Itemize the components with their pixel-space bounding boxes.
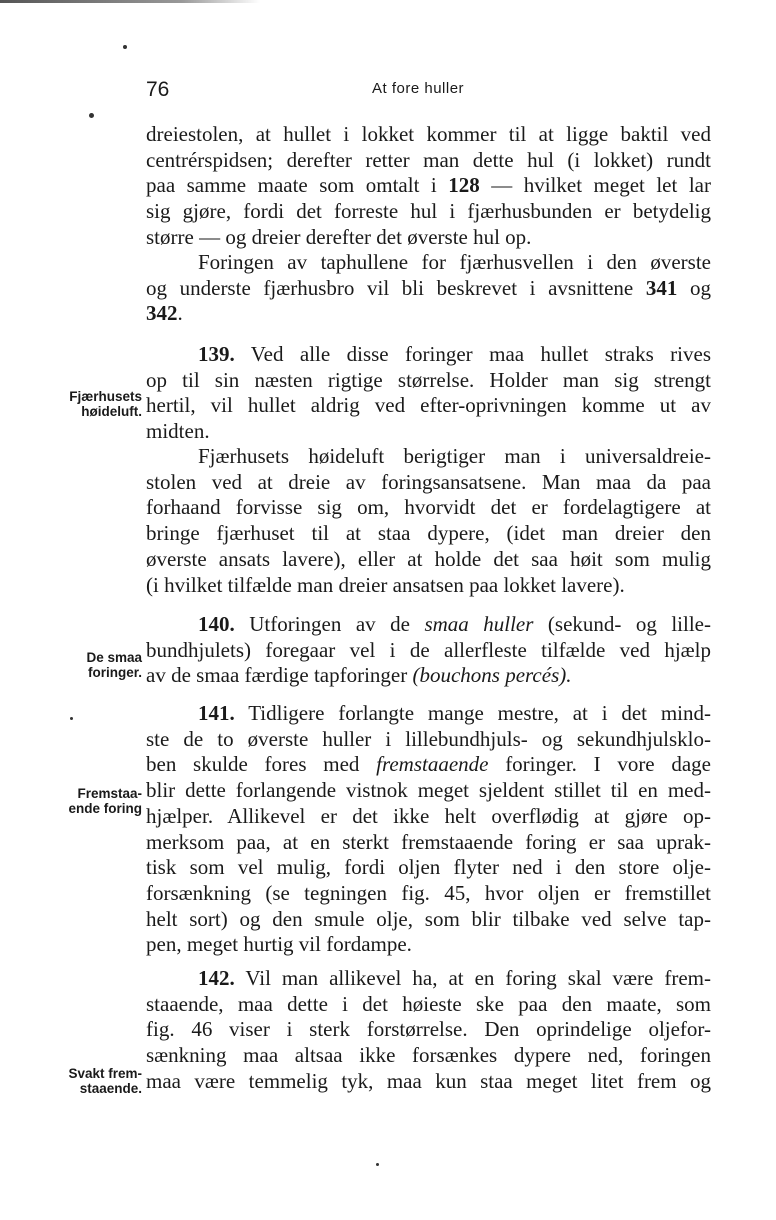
margin-note-line: staaende.: [79, 1081, 142, 1096]
text-run: ste de to øverste huller i lillebundhjuls- og sekundhjulsklo-: [146, 726, 711, 751]
text-run: bundhjulets) foregaar vel i de allerfleste tilfælde ved hjælp: [146, 637, 711, 662]
paragraph-p142: [146, 966, 711, 1095]
text-run: bringe fjærhuset til at staa dypere, (idet man dreier den: [146, 521, 711, 546]
text-line: [146, 932, 711, 958]
text-line: [146, 663, 711, 689]
text-run: større — og dreier derefter det øverste hul op.: [146, 224, 532, 249]
stray-mark: [70, 717, 73, 720]
text-run: øverste ansats lavere), eller at holde det saa høit som mulig: [146, 546, 711, 571]
paragraph-p139: [146, 342, 711, 445]
text-run: hjælper. Allikevel er det ikke helt overflødig at gjøre op-: [146, 803, 711, 828]
text-line: [146, 444, 711, 470]
text-run: — hvilket meget let lar: [479, 173, 711, 198]
text-line: [146, 573, 711, 599]
section-number: 142.: [198, 966, 235, 990]
section-number: 139.: [198, 342, 235, 366]
italic-term: smaa huller: [424, 612, 534, 636]
text-line: [146, 881, 711, 907]
stray-mark: [376, 1163, 379, 1166]
margin-note-svakt: [68, 1066, 142, 1096]
text-line: [146, 547, 711, 573]
running-title: At fore huller: [372, 80, 465, 97]
text-line: [146, 173, 711, 199]
text-run: forsænkning (se tegningen fig. 45, hvor oljen er fremstillet: [146, 880, 711, 905]
margin-note-fremstaa: [69, 786, 143, 816]
margin-note-line: Fremstaa-: [77, 786, 142, 801]
italic-term: (bouchons percés).: [412, 663, 572, 688]
text-run: og: [677, 275, 711, 300]
text-line: [146, 1017, 711, 1043]
text-line: [146, 638, 711, 664]
text-line: [146, 907, 711, 933]
margin-note-de-smaa: [86, 650, 142, 680]
text-run: sænkning maa altsaa ikke forsænkes dypere ned, foringen: [146, 1043, 711, 1068]
text-run: maa være temmelig tyk, maa kun staa meget litet frem og: [146, 1068, 711, 1093]
text-run: stolen ved at dreie av foringsansatsene. Man maa da paa: [146, 469, 711, 494]
paragraph-p141: [146, 701, 711, 958]
section-number: 141.: [198, 701, 235, 725]
text-line: [146, 855, 711, 881]
margin-note-line: foringer.: [87, 665, 142, 680]
text-run: og underste fjærhusbro vil bli beskrevet i avsnittene: [146, 275, 646, 300]
text-run: (sekund- og lille-: [533, 612, 711, 636]
text-line: [146, 804, 711, 830]
text-line: [146, 701, 711, 727]
text-line: [146, 148, 711, 174]
italic-term: fremstaaende: [376, 752, 489, 777]
margin-note-fjaerhusets: [69, 389, 142, 419]
text-line: [146, 992, 711, 1018]
text-run: helt sort) og den smule olje, som blir tilbake ved selve tap-: [146, 906, 711, 931]
text-line: [146, 966, 711, 992]
text-line: [146, 419, 711, 445]
text-run: pen, meget hurtig vil fordampe.: [146, 932, 412, 957]
paragraph-cont: [146, 122, 711, 251]
text-line: [146, 830, 711, 856]
text-run: Ved alle disse foringer maa hullet straks rives: [234, 342, 711, 366]
text-run: Tidligere forlangte mange mestre, at i det mind-: [234, 701, 711, 725]
text-run: merksom paa, at en sterkt fremstaaende foring er saa uprak-: [146, 829, 711, 854]
text-run: op til sin næsten rigtige størrelse. Holder man sig strengt: [146, 367, 711, 392]
text-line: [146, 752, 711, 778]
text-line: [146, 727, 711, 753]
text-run: staaende, maa dette i det høieste ske paa den maate, som: [146, 991, 711, 1016]
text-line: [146, 470, 711, 496]
text-run: fig. 46 viser i sterk forstørrelse. Den oprindelige oljefor-: [146, 1017, 711, 1042]
text-line: [146, 342, 711, 368]
text-run: blir dette forlangende vistnok meget sjeldent stillet til en med-: [146, 778, 711, 803]
text-run: av de smaa færdige tapforinger: [146, 663, 413, 688]
margin-note-line: ende foring: [68, 801, 142, 816]
section-reference: 128: [448, 173, 480, 198]
text-line: [146, 1069, 711, 1095]
text-line: [146, 393, 711, 419]
text-run: tisk som vel mulig, fordi oljen flyter ned i den store olje-: [146, 855, 711, 880]
margin-note-line: Svakt frem-: [68, 1066, 142, 1081]
text-run: centrérspidsen; derefter retter man dette hul (i lokket) rundt: [146, 147, 711, 172]
text-run: Fjærhusets høideluft berigtiger man i universaldreie-: [198, 444, 711, 468]
section-reference: 341: [645, 275, 678, 300]
section-number: 140.: [198, 612, 235, 636]
stray-mark: [123, 45, 127, 49]
margin-note-line: høideluft.: [81, 404, 142, 419]
text-line: [146, 276, 711, 302]
paragraph-p140: [146, 612, 711, 689]
text-line: [146, 495, 711, 521]
text-line: [146, 199, 711, 225]
text-line: [146, 778, 711, 804]
margin-note-line: Fjærhusets: [69, 389, 142, 404]
scan-edge-line: [0, 0, 260, 3]
text-run: dreiestolen, at hullet i lokket kommer til at ligge baktil ved: [146, 122, 711, 146]
text-line: [146, 301, 711, 327]
text-run: (i hvilket tilfælde man dreier ansatsen paa lokket lavere).: [146, 572, 625, 597]
paragraph-p139b: [146, 444, 711, 598]
text-run: ben skulde fores med: [146, 752, 377, 777]
text-run: foringer. I vore dage: [488, 752, 711, 777]
text-line: [146, 225, 711, 251]
margin-note-line: De smaa: [86, 650, 142, 665]
text-run: Utforingen av de: [234, 612, 425, 636]
section-reference: 342: [146, 301, 178, 326]
text-line: [146, 1043, 711, 1069]
text-run: sig gjøre, fordi det forreste hul i fjærhusbunden er betydelig: [146, 199, 711, 224]
text-line: [146, 521, 711, 547]
text-line: [146, 250, 711, 276]
text-run: paa samme maate som omtalt i: [146, 173, 449, 198]
paragraph-foringen: [146, 250, 711, 327]
text-run: Vil man allikevel ha, at en foring skal være frem-: [234, 966, 711, 990]
text-run: midten.: [146, 419, 210, 444]
text-line: [146, 612, 711, 638]
text-run: forhaand forvisse sig om, hvorvidt det er fordelagtigere at: [146, 495, 711, 520]
page-number: 76: [146, 78, 170, 101]
text-run: .: [177, 301, 183, 326]
text-run: Foringen av taphullene for fjærhusvellen i den øverste: [198, 250, 711, 274]
text-line: [146, 122, 711, 148]
text-line: [146, 368, 711, 394]
stray-mark: [89, 113, 94, 118]
text-run: hertil, vil hullet aldrig ved efter-oprivningen komme ut av: [146, 393, 711, 418]
